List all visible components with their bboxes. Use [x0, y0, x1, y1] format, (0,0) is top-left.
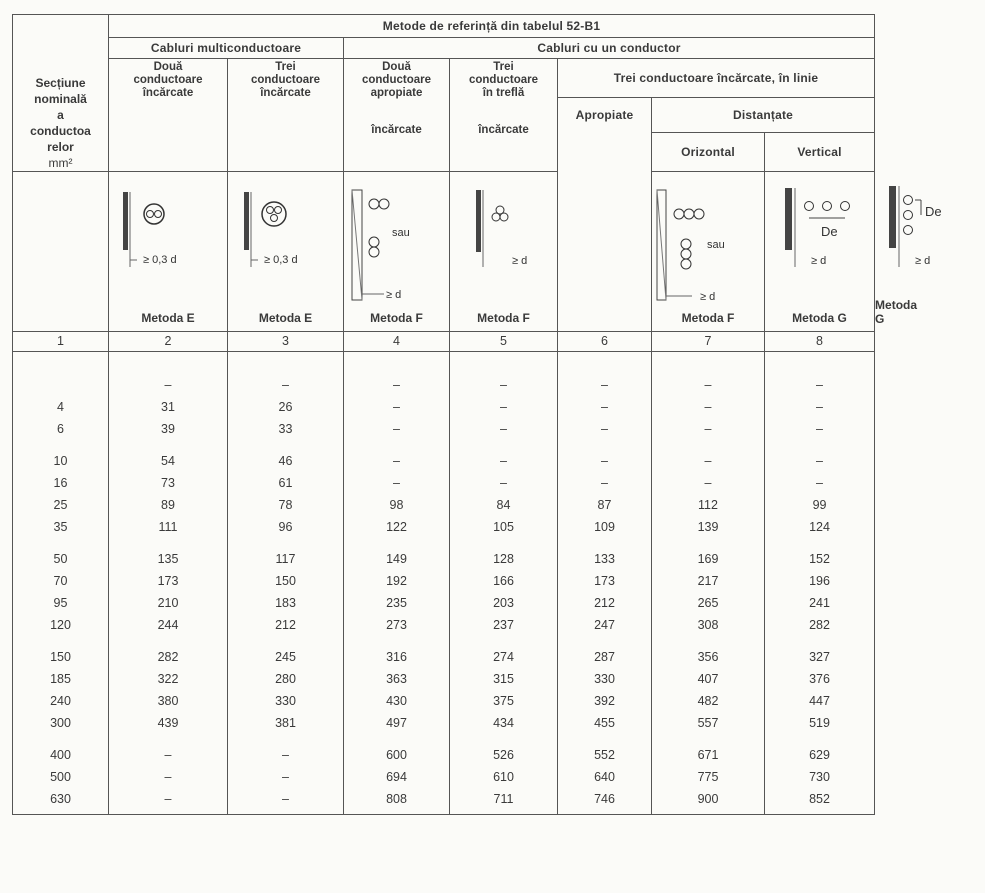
col4-header-line: încărcate — [371, 124, 422, 136]
col5-header-line: încărcate — [478, 124, 529, 136]
current-value-cell: 98 — [344, 494, 450, 516]
current-value-cell: 244 — [109, 614, 228, 636]
current-value-cell: – — [450, 396, 558, 418]
current-value-cell: – — [652, 374, 765, 396]
current-value-cell: 381 — [228, 712, 344, 734]
current-value-cell: 482 — [652, 690, 765, 712]
current-value-cell: – — [652, 450, 765, 472]
current-capacity-table: Secțiune nominală a conductoa relor mm² Metode de referință din tabelul 52-B1 Cabluri multiconductoare Cabluri cu un conductor Două conductoare încărcate Trei conductoare încărcate Două conductoare apropiate încărcate Trei conductoare în treflă încărcate Trei conductoare încărcate, în linie Apropiate Distanțate Orizontal Vertical ≥ 0,3 d Metoda E ≥ 0,3 d Metoda E sau ≥ d Metoda F ≥ d Metoda F sau ≥ d Metoda F De ≥ d Metoda G De ≥ d Metoda G 1 2 3 4 5 6 7 8 – – – – – – – 4 31 26 – – – – – 6 39 33 – – – – – 10 54 46 – – – – – 16 73 61 – – – – – 25 89 78 98 84 87 112 99 35 111 96 122 105 109 139 124 50 135 117 149 128 133 169 152 70 173 150 192 166 173 217 196 95 210 183 235 203 212 265 241 120 244 212 273 237 247 308 282 150 282 245 316 274 287 356 327 185 322 280 363 315 330 407 376 240 380 330 430 375 392 482 447 300 439 381 497 434 455 557 519 400 – – 600 526 552 671 629 500 – – 694 610 640 775 730 630 – – 808 711 746 900 852 — [12, 14, 875, 815]
current-value-cell: – — [450, 472, 558, 494]
current-value-cell: – — [558, 374, 652, 396]
current-value-cell: 327 — [765, 646, 875, 668]
current-value-cell: – — [228, 766, 344, 788]
current-value-cell: 852 — [765, 788, 875, 810]
current-value-cell: 183 — [228, 592, 344, 614]
column-number: 3 — [228, 332, 344, 352]
column-number: 7 — [652, 332, 765, 352]
current-value-cell: – — [652, 472, 765, 494]
current-value-cell: 308 — [652, 614, 765, 636]
current-value-cell: 173 — [558, 570, 652, 592]
current-value-cell: – — [558, 418, 652, 440]
method-label: Metoda F — [681, 311, 735, 325]
col2-header — [109, 59, 228, 172]
current-value-cell: – — [765, 374, 875, 396]
current-value-cell: 96 — [228, 516, 344, 538]
cross-section-cell: 630 — [13, 788, 109, 810]
cross-section-cell: 6 — [13, 418, 109, 440]
current-value-cell: 39 — [109, 418, 228, 440]
spaced-header — [652, 97, 875, 172]
cross-section-cell: 10 — [13, 450, 109, 472]
spacing-label: De — [821, 224, 838, 239]
table-row — [13, 766, 875, 788]
column-number: 1 — [13, 332, 109, 352]
current-value-cell: 111 — [109, 516, 228, 538]
current-value-cell: – — [109, 788, 228, 810]
col4-header-line: conductoare — [361, 74, 431, 86]
current-value-cell: – — [450, 418, 558, 440]
table-row — [13, 418, 875, 440]
current-value-cell: 149 — [344, 548, 450, 570]
current-value-cell: 330 — [228, 690, 344, 712]
current-value-cell: – — [344, 418, 450, 440]
section-header-line: a — [57, 108, 64, 122]
col4-header-line: apropiate — [370, 87, 423, 99]
current-value-cell: 557 — [652, 712, 765, 734]
col3-header — [228, 59, 344, 172]
column-number: 8 — [765, 332, 875, 352]
section-header-line: relor — [47, 140, 74, 154]
current-value-cell: 808 — [344, 788, 450, 810]
current-value-cell: 89 — [109, 494, 228, 516]
current-value-cell: 122 — [344, 516, 450, 538]
current-value-cell: 139 — [652, 516, 765, 538]
current-value-cell: – — [228, 744, 344, 766]
current-value-cell: 775 — [652, 766, 765, 788]
current-value-cell: – — [652, 396, 765, 418]
table-body — [13, 352, 875, 815]
diagram-method-e-three — [228, 172, 344, 332]
current-value-cell: 105 — [450, 516, 558, 538]
cross-section-cell: 35 — [13, 516, 109, 538]
distance-label: ≥ d — [811, 255, 827, 267]
current-value-cell: 600 — [344, 744, 450, 766]
reference-methods-header: Metode de referință din tabelul 52-B1 — [109, 15, 875, 38]
current-value-cell: 274 — [450, 646, 558, 668]
cable-diagram-in-line — [652, 172, 746, 332]
current-value-cell: – — [450, 450, 558, 472]
current-value-cell: 87 — [558, 494, 652, 516]
current-value-cell: 519 — [765, 712, 875, 734]
table-row — [13, 712, 875, 734]
table-row — [13, 516, 875, 538]
cable-diagram-horizontal — [765, 172, 878, 332]
table-row — [13, 788, 875, 810]
current-value-cell: 128 — [450, 548, 558, 570]
col5-header-line: Trei — [493, 61, 514, 73]
current-value-cell: 173 — [109, 570, 228, 592]
current-value-cell: 33 — [228, 418, 344, 440]
current-value-cell: 109 — [558, 516, 652, 538]
current-value-cell: 363 — [344, 668, 450, 690]
method-label: Metoda E — [258, 311, 313, 325]
current-value-cell: – — [228, 788, 344, 810]
three-in-line-header: Trei conductoare încărcate, în linie — [558, 59, 875, 98]
current-value-cell: – — [228, 374, 344, 396]
current-value-cell: 746 — [558, 788, 652, 810]
diagram-method-e-two — [109, 172, 228, 332]
section-header — [13, 15, 109, 172]
table-row — [13, 614, 875, 636]
cross-section-cell — [13, 374, 109, 396]
table-row — [13, 472, 875, 494]
distance-label: ≥ 0,3 d — [143, 254, 177, 266]
current-value-cell: 73 — [109, 472, 228, 494]
table-row — [13, 570, 875, 592]
table-row — [13, 690, 875, 712]
current-value-cell: 133 — [558, 548, 652, 570]
touching-header: Apropiate — [558, 97, 652, 332]
current-value-cell: 169 — [652, 548, 765, 570]
current-value-cell: 280 — [228, 668, 344, 690]
table-row — [13, 396, 875, 418]
cross-section-cell: 25 — [13, 494, 109, 516]
current-value-cell: 241 — [765, 592, 875, 614]
current-value-cell: 322 — [109, 668, 228, 690]
col2-header-line: încărcate — [142, 87, 194, 99]
current-value-cell: 380 — [109, 690, 228, 712]
current-value-cell: 54 — [109, 450, 228, 472]
col2-header-line: conductoare — [133, 74, 203, 86]
current-value-cell: – — [765, 450, 875, 472]
current-value-cell: 217 — [652, 570, 765, 592]
current-value-cell: 84 — [450, 494, 558, 516]
current-value-cell: 212 — [228, 614, 344, 636]
cable-diagram-trefoil — [450, 172, 558, 332]
current-value-cell: 526 — [450, 744, 558, 766]
horizontal-label: Orizontal — [652, 133, 765, 171]
current-value-cell: 265 — [652, 592, 765, 614]
method-label: Metoda E — [141, 311, 195, 325]
cross-section-cell: 95 — [13, 592, 109, 614]
current-capacity-table-sheet — [12, 14, 942, 882]
cross-section-cell: 70 — [13, 570, 109, 592]
alt-label: sau — [707, 239, 725, 251]
current-value-cell: 282 — [765, 614, 875, 636]
current-value-cell: 711 — [450, 788, 558, 810]
current-value-cell: 694 — [344, 766, 450, 788]
col4-header — [344, 59, 450, 172]
single-core-header: Cabluri cu un conductor — [344, 38, 875, 59]
section-unit: mm² — [48, 156, 73, 170]
current-value-cell: – — [109, 744, 228, 766]
table-row — [13, 450, 875, 472]
cross-section-cell: 240 — [13, 690, 109, 712]
current-value-cell: 210 — [109, 592, 228, 614]
method-label: Metoda F — [370, 311, 423, 325]
current-value-cell: 282 — [109, 646, 228, 668]
table-row — [13, 374, 875, 396]
current-value-cell: 112 — [652, 494, 765, 516]
current-value-cell: – — [109, 374, 228, 396]
current-value-cell: 900 — [652, 788, 765, 810]
current-value-cell: 552 — [558, 744, 652, 766]
current-value-cell: – — [765, 418, 875, 440]
diagram-method-f-two — [344, 172, 450, 332]
current-value-cell: – — [344, 472, 450, 494]
distance-label: ≥ d — [915, 255, 931, 267]
current-value-cell: 455 — [558, 712, 652, 734]
current-value-cell: 203 — [450, 592, 558, 614]
current-value-cell: – — [652, 418, 765, 440]
cross-section-cell: 120 — [13, 614, 109, 636]
cross-section-cell: 150 — [13, 646, 109, 668]
current-value-cell: 124 — [765, 516, 875, 538]
current-value-cell: 152 — [765, 548, 875, 570]
alt-label: sau — [392, 227, 410, 239]
current-value-cell: 273 — [344, 614, 450, 636]
current-value-cell: 730 — [765, 766, 875, 788]
cable-diagram-two-core — [109, 172, 228, 332]
distance-label: ≥ d — [512, 255, 528, 267]
current-value-cell: 316 — [344, 646, 450, 668]
current-value-cell: 237 — [450, 614, 558, 636]
spacing-label: De — [925, 204, 942, 219]
table-row — [13, 744, 875, 766]
current-value-cell: – — [765, 396, 875, 418]
cable-diagram-three-core — [228, 172, 344, 332]
cross-section-cell: 16 — [13, 472, 109, 494]
col2-header-line: Două — [153, 61, 183, 73]
current-value-cell: 392 — [558, 690, 652, 712]
cross-section-cell: 185 — [13, 668, 109, 690]
table-row — [13, 646, 875, 668]
current-value-cell: – — [558, 396, 652, 418]
current-value-cell: 46 — [228, 450, 344, 472]
column-number: 4 — [344, 332, 450, 352]
current-value-cell: 629 — [765, 744, 875, 766]
current-value-cell: – — [558, 450, 652, 472]
current-value-cell: – — [765, 472, 875, 494]
cross-section-cell: 400 — [13, 744, 109, 766]
table-row — [13, 548, 875, 570]
current-value-cell: 497 — [344, 712, 450, 734]
current-value-cell: 245 — [228, 646, 344, 668]
current-value-cell: – — [558, 472, 652, 494]
current-value-cell: 430 — [344, 690, 450, 712]
table-row — [13, 494, 875, 516]
current-value-cell: 407 — [652, 668, 765, 690]
current-value-cell: 196 — [765, 570, 875, 592]
current-value-cell: – — [344, 374, 450, 396]
cross-section-cell: 300 — [13, 712, 109, 734]
col3-header-line: încărcate — [260, 87, 311, 99]
current-value-cell: – — [344, 396, 450, 418]
current-value-cell: – — [344, 450, 450, 472]
diagram-method-f-trefoil — [450, 172, 558, 332]
multicore-header: Cabluri multiconductoare — [109, 38, 344, 59]
col5-header-line: în treflă — [482, 87, 525, 99]
diagram-method-f-line — [652, 172, 765, 332]
current-value-cell: 150 — [228, 570, 344, 592]
column-number: 5 — [450, 332, 558, 352]
cable-diagram-two-single — [344, 172, 450, 332]
current-value-cell: 31 — [109, 396, 228, 418]
cross-section-cell: 50 — [13, 548, 109, 570]
current-value-cell: 640 — [558, 766, 652, 788]
current-value-cell: 26 — [228, 396, 344, 418]
current-value-cell: 287 — [558, 646, 652, 668]
current-value-cell: 439 — [109, 712, 228, 734]
distance-label: ≥ d — [386, 289, 402, 301]
distance-label: ≥ 0,3 d — [264, 254, 298, 266]
current-value-cell: 212 — [558, 592, 652, 614]
current-value-cell: – — [109, 766, 228, 788]
current-value-cell: 671 — [652, 744, 765, 766]
current-value-cell: 61 — [228, 472, 344, 494]
current-value-cell: 330 — [558, 668, 652, 690]
current-value-cell: 99 — [765, 494, 875, 516]
distance-label: ≥ d — [700, 291, 716, 303]
current-value-cell: 610 — [450, 766, 558, 788]
current-value-cell: 192 — [344, 570, 450, 592]
current-value-cell: 135 — [109, 548, 228, 570]
column-number: 2 — [109, 332, 228, 352]
diagram-method-g-horizontal — [765, 172, 875, 332]
column-number: 6 — [558, 332, 652, 352]
current-value-cell: 78 — [228, 494, 344, 516]
section-header-line: nominală — [34, 92, 87, 106]
table-row — [13, 592, 875, 614]
col3-header-line: Trei — [275, 61, 296, 73]
current-value-cell: 247 — [558, 614, 652, 636]
vertical-label: Vertical — [797, 144, 842, 159]
current-value-cell: 315 — [450, 668, 558, 690]
current-value-cell: 235 — [344, 592, 450, 614]
section-header-line: conductoa — [30, 124, 91, 138]
col3-header-line: conductoare — [250, 74, 320, 86]
current-value-cell: 376 — [765, 668, 875, 690]
section-diagram-cell — [13, 172, 109, 332]
table-row — [13, 668, 875, 690]
method-label: Metoda F — [477, 311, 530, 325]
spaced-label: Distanțate — [652, 98, 874, 133]
col4-header-line: Două — [382, 61, 411, 73]
current-value-cell: 166 — [450, 570, 558, 592]
cross-section-cell: 500 — [13, 766, 109, 788]
current-value-cell: 447 — [765, 690, 875, 712]
cross-section-cell: 4 — [13, 396, 109, 418]
col5-header — [450, 59, 558, 172]
current-value-cell: 117 — [228, 548, 344, 570]
current-value-cell: 375 — [450, 690, 558, 712]
current-value-cell: 356 — [652, 646, 765, 668]
method-label: Metoda G — [792, 311, 847, 325]
current-value-cell: – — [450, 374, 558, 396]
current-value-cell: 434 — [450, 712, 558, 734]
col5-header-line: conductoare — [468, 74, 538, 86]
section-header-line: Secțiune — [35, 76, 86, 90]
